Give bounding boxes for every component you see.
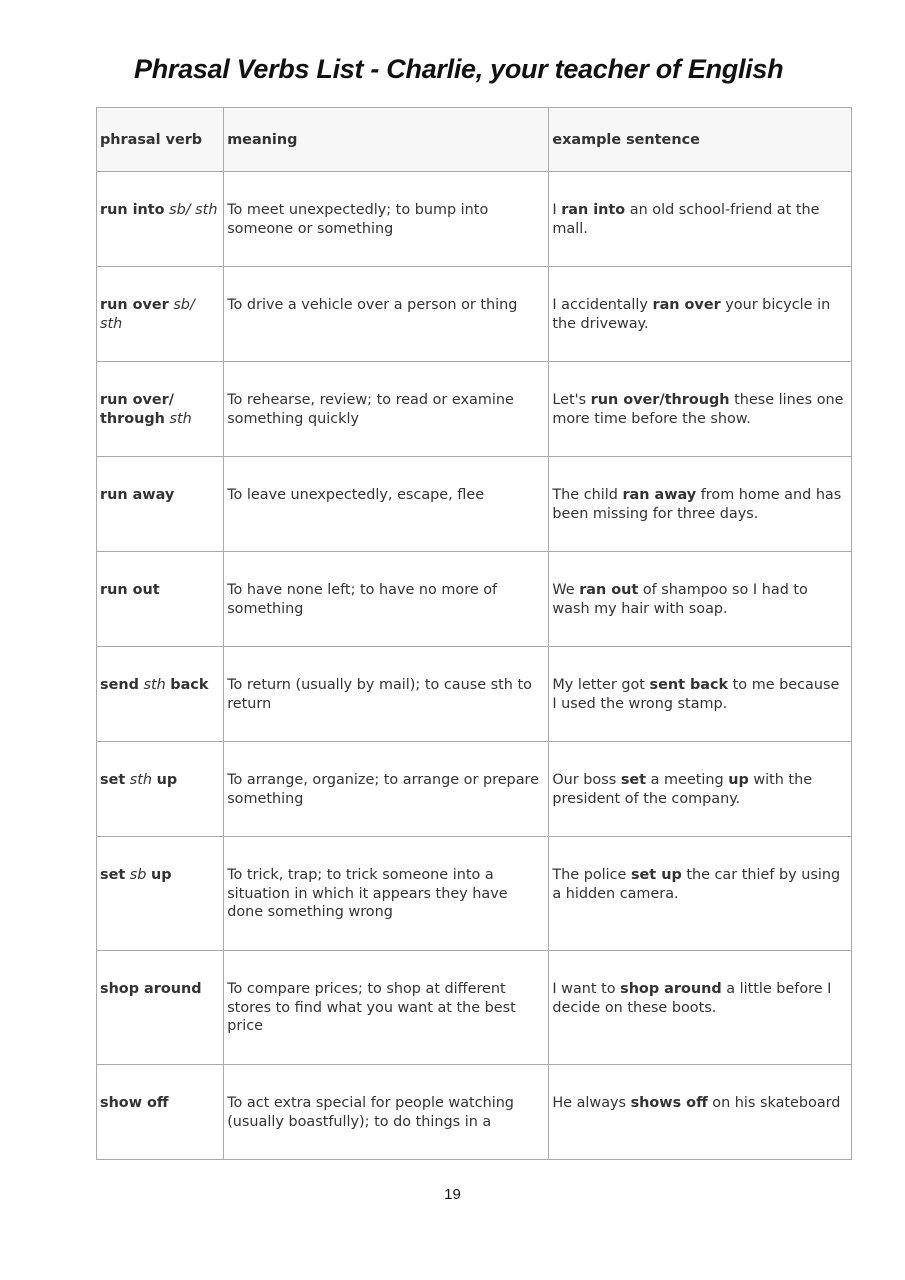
bold-text: run into (100, 202, 165, 218)
table-row (97, 457, 852, 552)
text-segment: The police (552, 867, 631, 883)
bold-text: run over/through (590, 392, 730, 408)
bold-text: set (100, 772, 126, 788)
column-header-meaning: meaning (224, 108, 549, 172)
cell-example-sentence (549, 1065, 852, 1160)
text-segment: an old school-friend at the mall. (552, 202, 820, 237)
cell-example-sentence (549, 362, 852, 457)
bold-text: set (100, 867, 126, 883)
page-title: Phrasal Verbs List - Charlie, your teacher of English (134, 54, 784, 84)
italic-text: sth (169, 410, 192, 427)
cell-meaning: To trick, trap; to trick someone into a situation in which it appears they have done something wrong (224, 837, 549, 951)
bold-text: run out (100, 582, 160, 598)
cell-phrasal-verb (97, 837, 224, 951)
text-segment: from home and has been missing for three days. (552, 487, 842, 522)
bold-text: shop around (620, 981, 722, 997)
table-row (97, 951, 852, 1065)
cell-phrasal-verb (97, 172, 224, 267)
italic-text: sth (143, 677, 166, 693)
bold-text: shows off (630, 1095, 708, 1111)
table-row (97, 362, 852, 457)
cell-meaning: To act extra special for people watching (usually boastfully); to do things in a (224, 1065, 549, 1160)
bold-text: up (156, 772, 178, 788)
cell-phrasal-verb (97, 1065, 224, 1160)
text-segment: a meeting (646, 772, 729, 788)
text-segment: these lines one more time before the show. (552, 392, 844, 427)
cell-meaning: To drive a vehicle over a person or thing (224, 267, 549, 362)
cell-example-sentence (549, 647, 852, 742)
text-segment: He always (552, 1095, 631, 1111)
cell-example-sentence (549, 837, 852, 951)
bold-text: set up (630, 867, 682, 883)
cell-phrasal-verb (97, 362, 224, 457)
cell-phrasal-verb (97, 457, 224, 552)
bold-text: back (170, 677, 209, 693)
text-segment: Our boss (552, 772, 621, 788)
cell-meaning: To leave unexpectedly, escape, flee (224, 457, 549, 552)
cell-meaning: To arrange, organize; to arrange or prepare something (224, 742, 549, 837)
table-row (97, 1065, 852, 1160)
text-segment: We (552, 582, 580, 598)
text-segment: a little before I decide on these boots. (552, 981, 832, 1016)
italic-text: sth (129, 772, 153, 788)
bold-text: ran out (579, 582, 639, 598)
bold-text: up (151, 867, 172, 883)
cell-example-sentence (549, 457, 852, 552)
table-row (97, 837, 852, 951)
cell-example-sentence (549, 172, 852, 267)
bold-text: set (620, 772, 647, 788)
italic-text: sb (129, 867, 147, 883)
italic-text: sb/ sth (100, 297, 195, 332)
cell-example-sentence (549, 267, 852, 362)
cell-phrasal-verb (97, 951, 224, 1065)
cell-meaning: To meet unexpectedly; to bump into someone or something (224, 172, 549, 267)
table-row (97, 647, 852, 742)
bold-text: run over (100, 297, 169, 313)
bold-text: up (728, 772, 749, 788)
text-segment: the car thief by using a hidden camera. (552, 867, 841, 902)
bold-text: send (100, 677, 139, 693)
cell-meaning: To rehearse, review; to read or examine something quickly (224, 362, 549, 457)
cell-meaning: To return (usually by mail); to cause sth to return (224, 647, 549, 742)
bold-text: sent back (649, 677, 729, 693)
text-segment: your bicycle in the driveway. (552, 297, 831, 332)
text-segment: The child (552, 487, 623, 503)
cell-phrasal-verb (97, 742, 224, 837)
column-header-example-sentence: example sentence (549, 108, 852, 172)
cell-example-sentence (549, 742, 852, 837)
text-segment: on his skateboard (707, 1095, 841, 1111)
text-segment: Let's (552, 392, 591, 408)
table-header-row (97, 108, 852, 172)
text-segment: My letter got (552, 677, 650, 693)
cell-example-sentence (549, 552, 852, 647)
italic-text: sb/ sth (169, 202, 218, 218)
table-row (97, 742, 852, 837)
text-segment: I (552, 202, 562, 218)
bold-text: run away (100, 487, 175, 503)
text-segment: of shampoo so I had to wash my hair with soap. (552, 582, 808, 617)
cell-meaning: To compare prices; to shop at different stores to find what you want at the best price (224, 951, 549, 1065)
bold-text: show off (100, 1095, 169, 1111)
cell-phrasal-verb (97, 647, 224, 742)
bold-text: ran over (652, 297, 721, 313)
table-row (97, 172, 852, 267)
phrasal-verbs-table (96, 107, 852, 1160)
text-segment: to me because I used the wrong stamp. (552, 677, 840, 712)
bold-text: ran away (622, 487, 697, 503)
page-number: 19 (444, 1186, 461, 1203)
cell-phrasal-verb (97, 552, 224, 647)
table-row (97, 552, 852, 647)
bold-text: ran into (561, 202, 626, 218)
cell-example-sentence (549, 951, 852, 1065)
bold-text: run over/ through (100, 392, 174, 427)
bold-text: shop around (100, 981, 202, 997)
text-segment: with the president of the company. (552, 772, 813, 807)
text-segment: I want to (552, 981, 621, 997)
column-header-phrasal-verb: phrasal verb (97, 108, 224, 172)
cell-phrasal-verb (97, 267, 224, 362)
text-segment: I accidentally (552, 297, 653, 313)
table-row (97, 267, 852, 362)
cell-meaning: To have none left; to have no more of something (224, 552, 549, 647)
